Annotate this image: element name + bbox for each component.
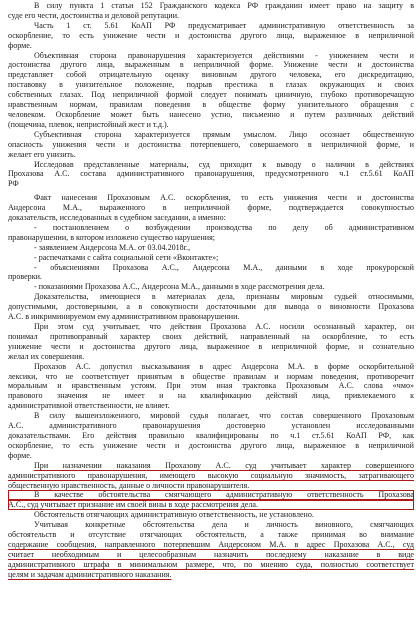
- text-line: - показаниями Прохазова А.С., Андерсона М.А., данными в ходе рассмотрения дела.: [34, 282, 325, 292]
- text-line: Часть 1 ст. 5.61 КоАП РФ предусматривает административную ответственность за: [34, 20, 414, 30]
- text-line: форме.: [8, 450, 32, 460]
- text-line: проверки.: [8, 272, 42, 282]
- text-line: Факт нанесения Прохазовым А.С. оскорбления, то есть унижения чести и достоинства: [34, 193, 414, 203]
- text-line: опасность унижения чести и достоинства потерпевшего, совершаемого в неприличной форме, и: [8, 139, 414, 149]
- text-line: Объективная сторона правонарушения характеризуется действиями - унижением чести и: [34, 50, 414, 60]
- text-line: унижение чести и достоинства другого лица, выраженное в неприличной форме, и сознательно: [8, 341, 414, 351]
- text-line: поставовку в унизительное положение, подрыв престижа в глазах окружающих и своих: [8, 80, 414, 90]
- text-line: В силу пункта 1 статьи 152 Гражданского кодекса РФ гражданин имеет право на защиту в: [34, 1, 414, 10]
- text-line: содержание сообщения, направленного потерпевшим Андерсоном М.А. в адрес Прохазова А.С., суд: [8, 539, 414, 549]
- text-line: правонарушении, в котором изложено существо нарушения;: [8, 232, 216, 242]
- text-line: При этом суд учитывает, что действия Прохазова А.С. носили осознанный характер, он: [34, 322, 414, 331]
- text-line: В качестве обстоятельства смягчающего административную ответственность Прохазова: [8, 490, 414, 500]
- text-line: Доказательства, имеющиеся в материалах дела, признаны мировым судьей относимыми,: [34, 292, 414, 302]
- text-line: представляет собой отрицательную оценку виновным другого человека, его дискредитацию,: [8, 70, 414, 80]
- text-line: - распечатками с сайта социальной сети «Вконтакте»;: [34, 252, 219, 262]
- text-line: - заявлением Андерсона М.А. от 03.04.2018г.,: [34, 242, 191, 252]
- text-line: собственных глазах. Под неприличной формой следует понимать циничную, глубоко противоречащую: [8, 90, 414, 100]
- text-line: достоинства другого лица, выраженным в неприличной форме. Унижение чести и достоинства: [8, 60, 414, 70]
- text-line: обстоятельств и отсутствие отягчающих обстоятельств, а также принимая во внимание: [8, 530, 414, 540]
- text-line: А.С. в инкриминируемом ему административном правонарушении.: [8, 312, 240, 322]
- text-line: - постановлением о возбуждении производства по делу об административном: [34, 222, 414, 232]
- text-line: лексики, что не соответствует принятым в обществе правилам и нормам поведения, противоречит: [8, 371, 414, 381]
- text-line: А.С. административного правонарушения достоверно установлен исследованными: [8, 421, 414, 431]
- text-line: человеком. Оскорбление может быть нанесено устно, письменно и путем различных действий: [8, 109, 414, 119]
- text-line: допустимыми, достоверными, а в совокупности достаточными для вывода о виновности Прохазова: [8, 302, 414, 312]
- text-line: Учитывая конкретные обстоятельства дела и личность виновного, смягчающих: [34, 520, 414, 530]
- text-line: считает необходимым и целесообразным назначить последнему наказание в виде: [8, 549, 414, 559]
- text-line: Андерсона М.А., выраженного в неприличной форме, подтверждается совокупностью: [8, 203, 414, 213]
- text-line: моральным и нравственным устоям. При этом иная трактовка Прохазовым А.С. слова «чмо»: [8, 381, 414, 391]
- text-line: желал их совершения.: [8, 351, 85, 361]
- text-line: (пощечина, плевок, непристойный жест и т.д.).: [8, 119, 169, 129]
- text-line: оскорбление, то есть унижение чести и достоинства другого лица, выраженное в неприличной: [8, 440, 414, 450]
- text-line: Прохазов А.С. допустил высказывания в адрес Андерсона М.А. в форме оскорбительной: [34, 361, 414, 371]
- text-line: целям и задачам административного наказания.: [8, 569, 172, 579]
- text-line: доказательствами. Его действия правильно квалифицированы по ч.1 ст.5.61 КоАП РФ, как: [8, 430, 414, 440]
- text-line: административной ответственности, не влияет.: [8, 401, 170, 411]
- text-line: А.С., суд учитывает признание им своей вины в ходе рассмотрения дела.: [8, 500, 414, 510]
- text-line: понимал противоправный характер своих действий, направленный на оскорбление, то есть: [8, 331, 414, 341]
- text-line: - объяснениями Прохазова А.С., Андерсона М.А., данными в ходе прокурорской: [34, 262, 414, 272]
- text-line: суде его чести, достоинства и деловой репутации.: [8, 10, 180, 20]
- text-line: В силу вышеизложенного, мировой судья полагает, что состав совершенного Прохазовым: [34, 411, 414, 421]
- text-line: При назначении наказания Прохазову А.С. суд учитывает характер совершенного: [34, 460, 414, 470]
- text-line: РФ: [8, 179, 19, 189]
- text-line: Исследовав представленные материалы, суд приходит к выводу о наличии в действиях: [34, 159, 414, 169]
- text-line: нравственным нормам, правилам поведения в обществе форму унизительного обращения с: [8, 100, 414, 110]
- text-line: административного штрафа в минимальном размере, что, по мнению суда, полностью соответствует: [8, 559, 414, 569]
- text-line: форме.: [8, 40, 32, 50]
- text-line: Обстоятельств отягчающих административную ответственность, не установлено.: [34, 510, 314, 520]
- text-line: общественную нравственность, данные о личности правонарушителя.: [8, 480, 250, 490]
- text-line: Субъективная сторона характеризуется прямым умыслом. Лицо осознает общественную: [34, 129, 414, 139]
- text-line: желает его унизить.: [8, 149, 76, 159]
- text-line: доказательств, исследованных в судебном заседании, а именно:: [8, 213, 226, 223]
- text-line: административного правонарушения, имеющего высокую социальную значимость, затрагивающего: [8, 470, 414, 480]
- text-line: Прохазова А.С. состава административного правонарушения, предусмотренного ч.1 ст.5.61 КоАП: [8, 169, 414, 179]
- text-line: правового значения не имеет и на квалификацию действий лица, привлекаемого к: [8, 391, 414, 401]
- text-line: оскорбление, то есть унижение чести и достоинства другого лица, выраженное в неприличной: [8, 30, 414, 40]
